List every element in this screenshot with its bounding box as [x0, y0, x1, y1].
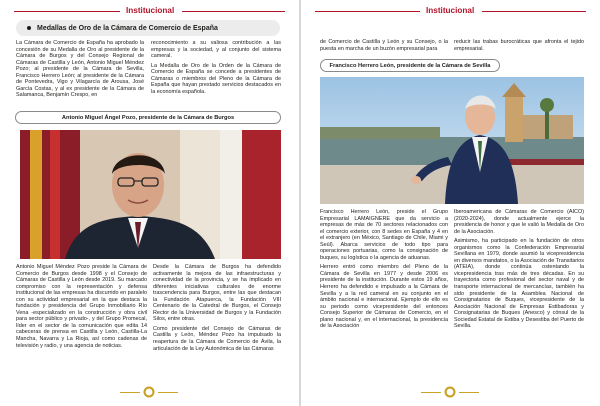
- body-paragraph: Herrero entró como miembro del Pleno de la Cámara de Sevilla en 1977 y desde 2006 es presidente de la institución. Durante estos 19 años, Herrero ha defendido e impulsado a la Cámara de Sevilla y a la red cameral en su conjunto en el ámbito nacional e internacional. Ejemplo de ello es su periodo como vicepresidente del entonces Consejo Superior de Cámaras de Comercio, en el plano nacional y, en el internacional, la presidencia de la Asociación: [320, 264, 448, 330]
- header-rule-right: [182, 11, 285, 12]
- left-page: [0, 0, 299, 406]
- body-column-1: [320, 209, 448, 389]
- footer-rule-right: [459, 392, 479, 393]
- continued-paragraph: de Comercio de Castilla y León y su Consejo, o la puesta en marcha de un buzón empresarial para: [320, 39, 448, 52]
- caption-text: Antonio Miguel Ángel Pozo, presidente de la Cámara de Burgos: [61, 114, 235, 121]
- body-paragraph: Desde la Cámara de Burgos ha defendido activamente la mejora de las infraestructuras y conectividad de la provincia, y se ha implicado en diferentes iniciativas culturales de enorme trascendencia para Burgos, entre las que destacan la Fundación Atapuerca, la Fundación VIII Centenario de la Catedral de Burgos, el Consejo Rector de la Universidad de Burgos y la Fundación Silos, entre otras.: [153, 264, 281, 323]
- footer-rule-right: [158, 392, 178, 393]
- intro-paragraph: reconocimiento a su valiosa contribución a las empresas y la sociedad, y al conjunto del sistema cameral.: [151, 40, 281, 60]
- continued-column-1: [320, 39, 448, 53]
- camara-logo-icon: [143, 386, 155, 398]
- photo-caption: [320, 59, 500, 72]
- section-title-bar: [16, 20, 280, 36]
- portrait-sevilla-image: [320, 77, 584, 204]
- continued-paragraph: reducir las trabas burocráticas que afronta el tejido empresarial.: [454, 39, 584, 52]
- intro-column-2: [151, 40, 281, 112]
- continued-column-2: [454, 39, 584, 53]
- body-paragraph: Antonio Miguel Méndez Pozo preside la Cámara de Comercio de Burgos desde 1998 y el Consejo de Cámaras de Castilla y León desde 2019. Su marcado compromiso con la representación y defensa institucional de las empresas ha discurrido en paralelo con su actividad empresarial en la que destaca la fundación y presidencia del Grupo Inmobiliario Río Vena -especializado en la construcción y obra civil para sector público y privado-, y del Grupo Promecal, líder en el sector de la comunicación que edita 14 cabeceras de prensa en Castilla y León, Castilla-La Mancha, Navarra y La Rioja, así como cadenas de televisión y radio, y una agencia de noticias.: [16, 264, 147, 349]
- header-rule-right: [482, 11, 586, 12]
- portrait-photo-sevilla: [320, 77, 584, 204]
- right-page: [301, 0, 600, 406]
- intro-paragraph: La Cámara de Comercio de España ha aprobado la concesión de su Medalla de Oro al presidente de la Cámara de Burgos y del Consejo Regional de Cámaras de Castilla y León, Antonio Miguel Méndez Pozo; al presidente de la Cámara de Sevilla, Francisco Herrero León; al presidente de la Cámara de Pontevedra, Vigo y Vilagarcía de Arousa, José García Costas, y al ex presidente de la Cámara de Salamanca, Benjamín Crespo, en: [16, 40, 144, 99]
- header-rule-left: [14, 11, 120, 12]
- body-paragraph: Francisco Herrero León, preside el Grupo Empresarial LAMAIGNERE que da servicio a empresas de más de 70 sectores relacionados con el comercio exterior, con 8 sedes en España y 4 en el extranjero (en México, Santiago de Chile, Miami y Seúl). Abarca servicios de todo tipo para operaciones portuarias, como la consignación de buques, su logística o la agencia de aduanas.: [320, 209, 448, 261]
- caption-text: Francisco Herrero León, presidente de la Cámara de Sevilla: [329, 62, 491, 69]
- page-header: Institucional: [426, 6, 475, 15]
- page-header: Institucional: [126, 6, 175, 15]
- body-paragraph: Iberoamericana de Cámaras de Comercio (AICO) (2020-2024), donde actualmente ejerce la presidencia de honor y que le valió la Medalla de Oro de la Asociación.: [454, 209, 584, 235]
- camara-logo-icon: [444, 386, 456, 398]
- portrait-burgos-image: [20, 130, 281, 259]
- photo-caption: [15, 111, 281, 124]
- footer-rule-left: [120, 392, 140, 393]
- portrait-photo-burgos: [20, 130, 281, 259]
- intro-paragraph: La Medalla de Oro de la Orden de la Cámara de Comercio de España se concede a presidentes de Cámaras o miembros del Pleno de la Cámara de España que hayan prestado servicios destacados en la economía española.: [151, 62, 281, 95]
- bullet-icon: [27, 26, 31, 30]
- body-column-2: [454, 209, 584, 389]
- section-title: Medallas de Oro de la Cámara de Comercio de España: [37, 24, 218, 32]
- intro-column-1: [16, 40, 144, 108]
- header-rule-left: [315, 11, 420, 12]
- body-paragraph: Asimismo, ha participado en la fundación de otros organismos como la Confederación Empresarial Sevillana en 1979, donde asumió la vicepresidencia en diversos mandatos, o la Asociación de Transitarios (ATEIA), donde continúa ostentando la vicepresidencia tras más de tres décadas. En su trayectoria como profesional del sector naval y de transporte internacional de mercancías, también ha sido presidente de la Asamblea Nacional de Consignatarios de Buques, vicepresidente de la Asociación Nacional de Empresas Estibadoras y Consignatarias de Buques (Anesco) y cónsul de la Sociedad Estatal de Estiba y Desestiba del Puerto de Sevilla.: [454, 238, 584, 330]
- footer-rule-left: [421, 392, 441, 393]
- body-column-1: [16, 264, 147, 384]
- body-column-2: [153, 264, 281, 384]
- body-paragraph: Como presidente del Consejo de Cámaras de Castilla y León, Méndez Pozo ha impulsado la reapertura de la Cámara de Comercio de Ávila, la articulación de la Ley Autonómica de las Cámaras: [153, 325, 281, 352]
